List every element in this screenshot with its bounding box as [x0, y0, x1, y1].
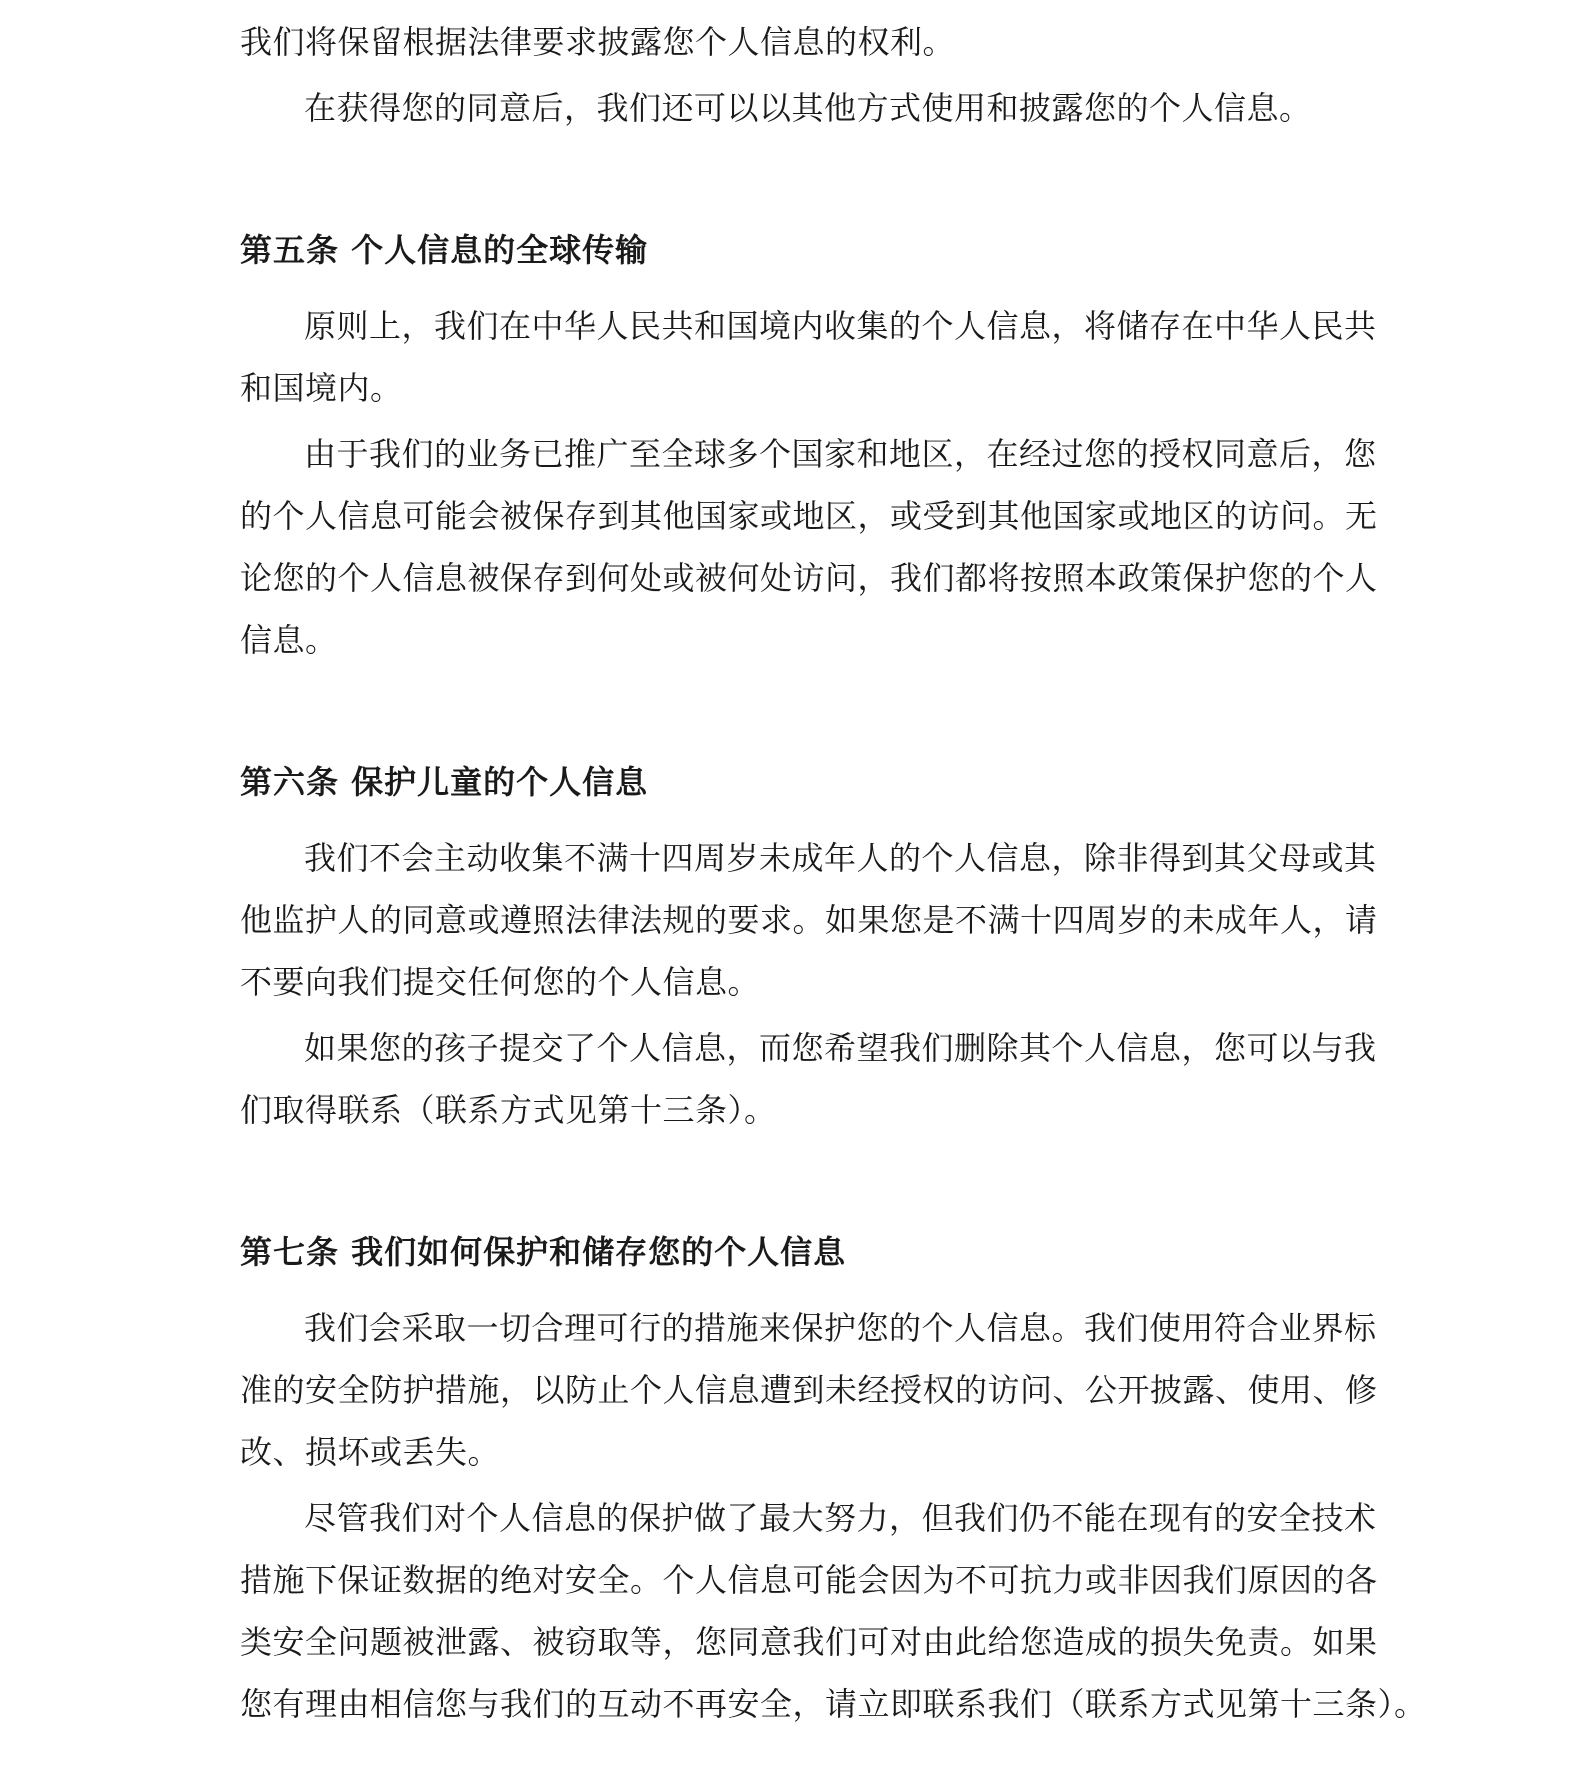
article-6-p1-line-1: 我们不会主动收集不满十四周岁未成年人的个人信息，除非得到其父母或其	[304, 839, 1377, 877]
article-5-p2-line-1: 由于我们的业务已推广至全球多个国家和地区，在经过您的授权同意后，您	[304, 435, 1377, 473]
article-7-p2-line-2: 措施下保证数据的绝对安全。个人信息可能会因为不可抗力或非因我们原因的各	[240, 1561, 1378, 1599]
article-7-p1-line-1: 我们会采取一切合理可行的措施来保护您的个人信息。我们使用符合业界标	[304, 1309, 1377, 1347]
article-5-title: 第五条 个人信息的全球传输	[240, 231, 649, 269]
article-5-p1-line-1: 原则上，我们在中华人民共和国境内收集的个人信息，将储存在中华人民共	[304, 307, 1377, 345]
article-7-p2-line-3: 类安全问题被泄露、被窃取等，您同意我们可对由此给您造成的损失免责。如果	[240, 1623, 1378, 1661]
article-7-p2-line-4: 您有理由相信您与我们的互动不再安全，请立即联系我们（联系方式见第十三条）。	[240, 1685, 1427, 1723]
article-7-p2-line-1: 尽管我们对个人信息的保护做了最大努力，但我们仍不能在现有的安全技术	[304, 1499, 1377, 1537]
article-5-p1-line-2: 和国境内。	[240, 369, 403, 407]
intro-line-1: 我们将保留根据法律要求披露您个人信息的权利。	[240, 23, 956, 61]
article-5-p2-line-3: 论您的个人信息被保存到何处或被何处访问，我们都将按照本政策保护您的个人	[240, 559, 1378, 597]
article-6-title: 第六条 保护儿童的个人信息	[240, 763, 649, 801]
article-6-p2-line-1: 如果您的孩子提交了个人信息，而您希望我们删除其个人信息，您可以与我	[304, 1029, 1377, 1067]
article-5-p2-line-2: 的个人信息可能会被保存到其他国家或地区，或受到其他国家或地区的访问。无	[240, 497, 1378, 535]
article-5-p2-line-4: 信息。	[240, 621, 338, 659]
article-6-p2-line-2: 们取得联系（联系方式见第十三条）。	[240, 1091, 777, 1129]
article-6-p1-line-3: 不要向我们提交任何您的个人信息。	[240, 963, 761, 1001]
article-6-p1-line-2: 他监护人的同意或遵照法律法规的要求。如果您是不满十四周岁的未成年人，请	[240, 901, 1378, 939]
article-7-p1-line-2: 准的安全防护措施，以防止个人信息遭到未经授权的访问、公开披露、使用、修	[240, 1371, 1378, 1409]
article-7-title: 第七条 我们如何保护和储存您的个人信息	[240, 1233, 847, 1271]
intro-line-2: 在获得您的同意后，我们还可以以其他方式使用和披露您的个人信息。	[304, 89, 1312, 127]
article-7-p1-line-3: 改、损坏或丢失。	[240, 1433, 501, 1471]
